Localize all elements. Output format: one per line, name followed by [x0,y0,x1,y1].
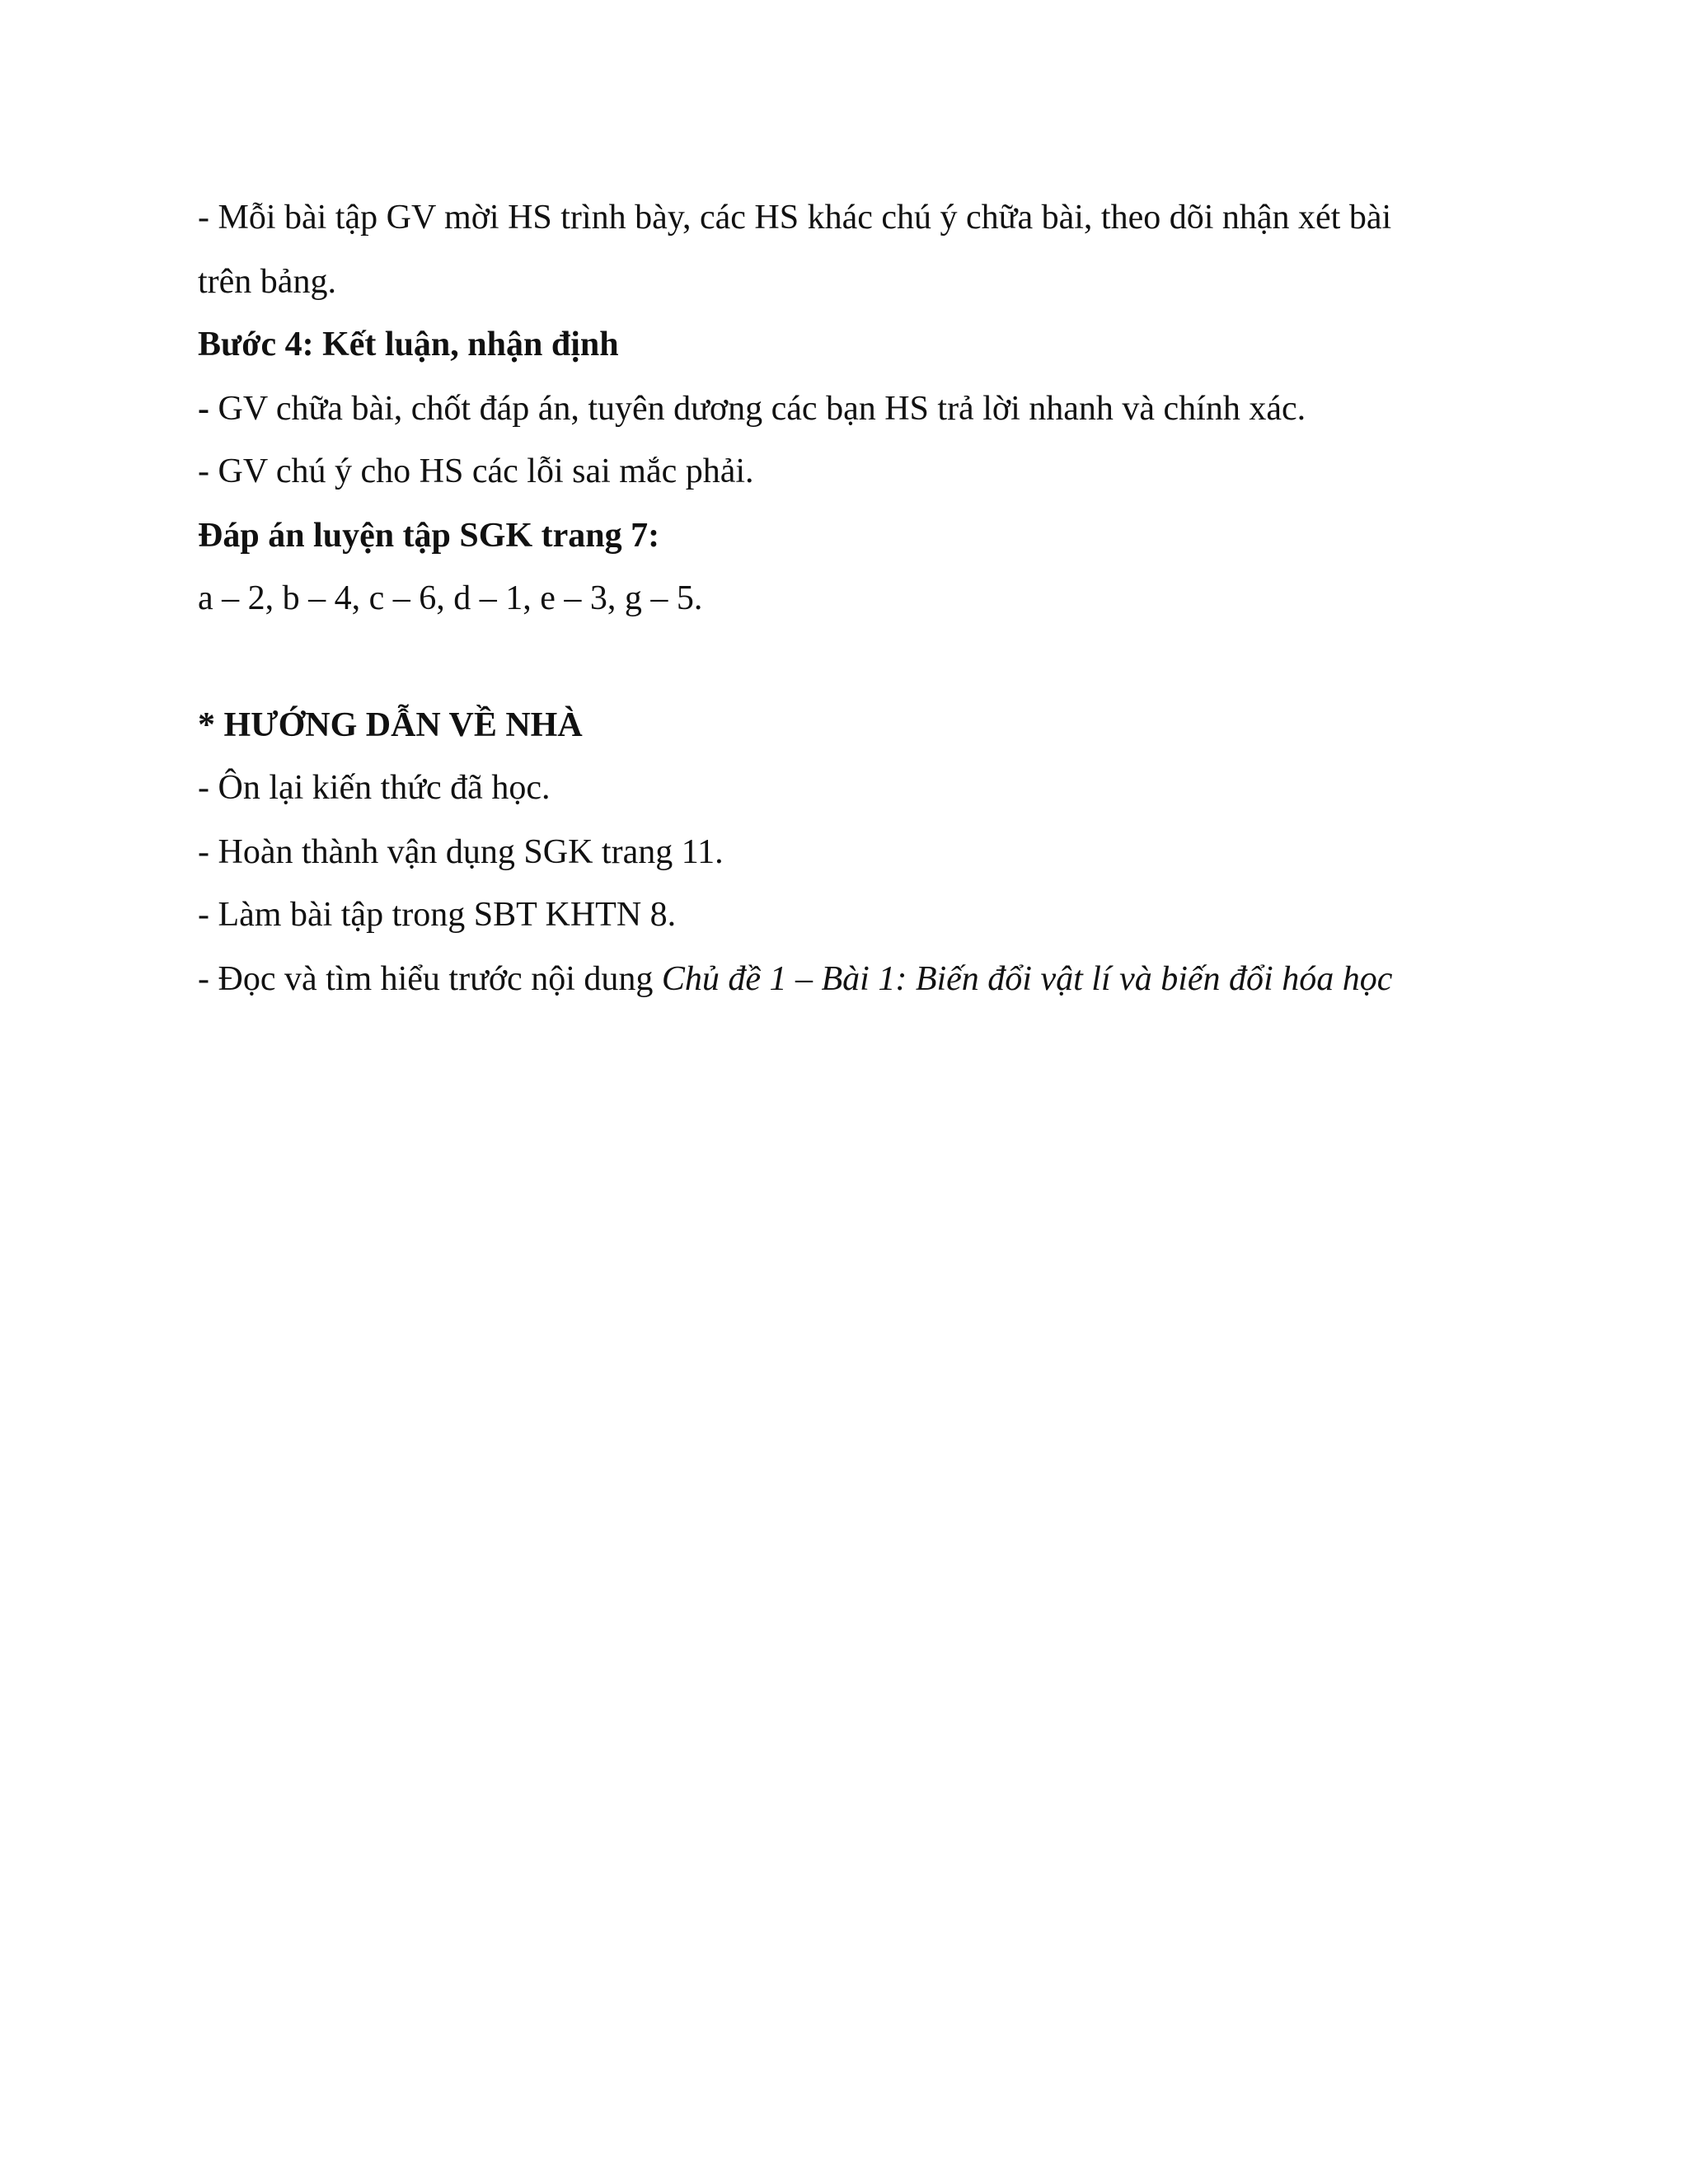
answer-text: a – 2, b – 4, c – 6, d – 1, e – 3, g – 5. [198,579,703,617]
homework-item-1: - Ôn lại kiến thức đã học. [198,769,551,807]
document-page [198,0,1517,2184]
homework-item-4-topic: Chủ đề 1 – Bài 1: Biến đổi vật lí và biến đổi hóa học [661,960,1393,998]
step4-item-2: - GV chú ý cho HS các lỗi sai mắc phải. [198,452,754,490]
answer-heading: Đáp án luyện tập SGK trang 7: [198,517,660,555]
step4-heading: Bước 4: Kết luận, nhận định [198,326,619,363]
step3-text-line1: - Mỗi bài tập GV mời HS trình bày, các HS khác chú ý chữa bài, theo dõi nhận xét bài [198,199,1392,237]
step4-item-1-dash: - [198,390,209,428]
homework-item-4 [198,954,1392,1004]
homework-heading: * HƯỚNG DẪN VỀ NHÀ [198,706,583,744]
step4-item-1 [198,384,1306,434]
homework-item-4-prefix: - Đọc và tìm hiểu trước nội dung [198,960,662,998]
step3-text-line2: trên bảng. [198,263,336,301]
step4-item-1-text: GV chữa bài, chốt đáp án, tuyên dương các bạn HS trả lời nhanh và chính xác. [209,390,1306,428]
homework-item-3: - Làm bài tập trong SBT KHTN 8. [198,896,677,934]
homework-item-2: - Hoàn thành vận dụng SGK trang 11. [198,833,724,871]
